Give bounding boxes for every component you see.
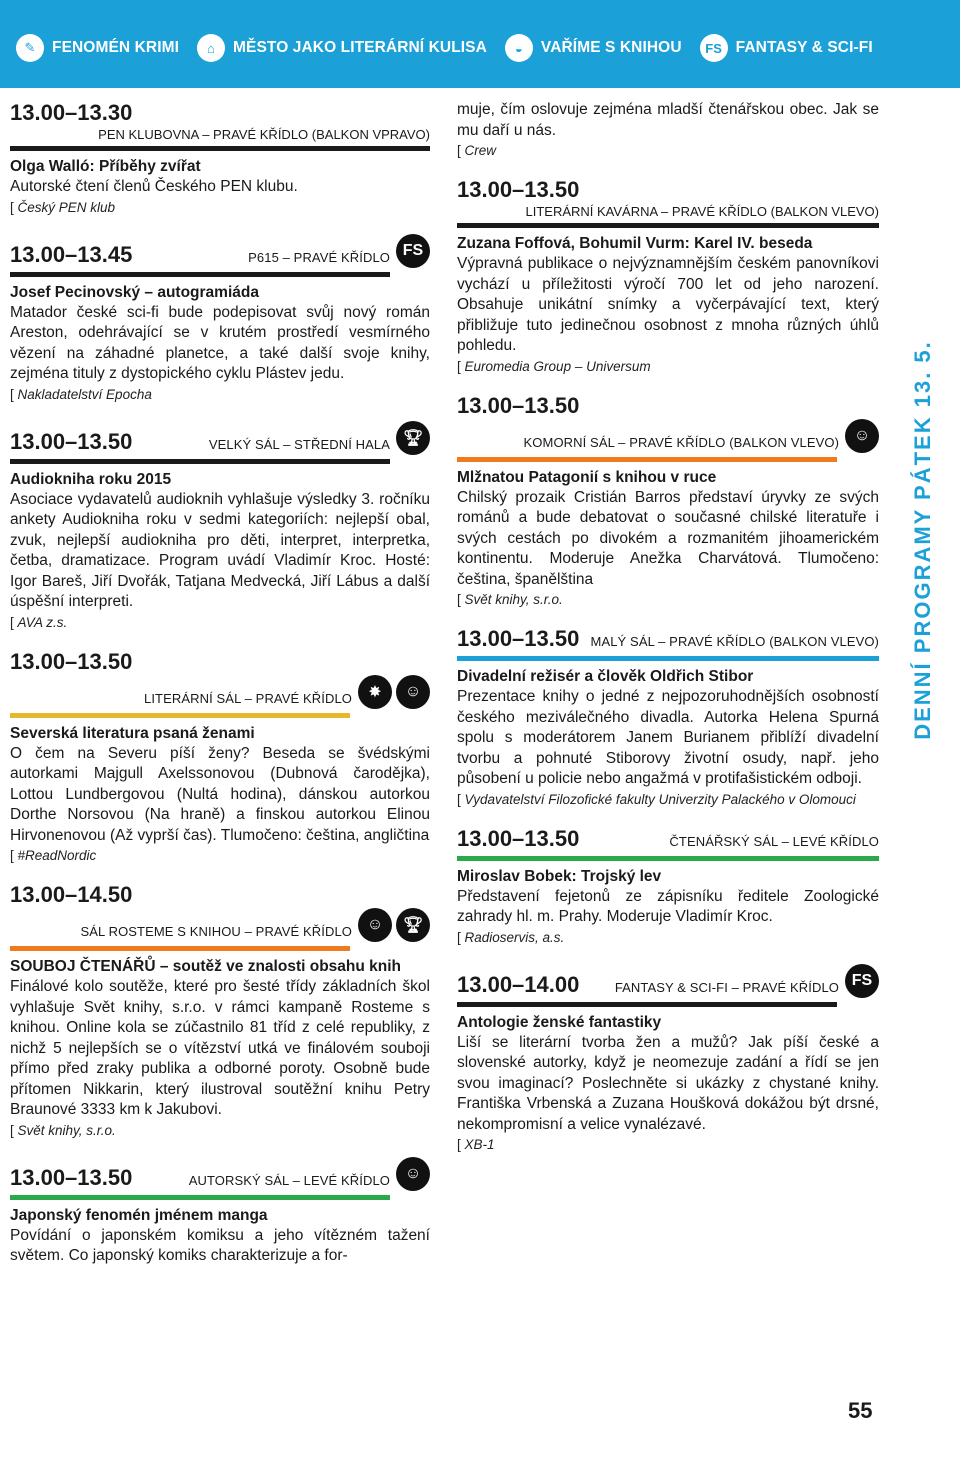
event-title: Japonský fenomén jménem manga	[10, 1206, 268, 1224]
event-time: 13.00–14.50	[10, 882, 133, 907]
nav-label: FENOMÉN KRIMI	[52, 39, 180, 56]
burst-icon: ✸	[358, 675, 392, 709]
event	[457, 964, 879, 1156]
event-description: Výpravná publikace o nejvýznamnějším českém panovníkovi vychází u příležitosti výročí 700 let od jeho narození. Obsahuje unikátní snímky a vyčerpávající text, který přibližuje tuto jedinečnou osobnost z mnoha různých úhlů pohledu.	[457, 255, 879, 354]
event-venue: SÁL ROSTEME S KNIHOU – PRAVÉ KŘÍDLO	[80, 924, 352, 939]
event-description: Autorské čtení členů Českého PEN klubu.	[10, 178, 298, 195]
event-title: Audiokniha roku 2015	[10, 470, 172, 488]
event-publisher: [ Svět knihy, s.r.o.	[10, 1122, 116, 1138]
event-description: Matador české sci-fi bude podepisovat svůj nový román Areston, odehrávající se v krutém prostředí vesmírného vězení na záhadné planetce, a také další svoje knihy, zejména tituly z dystopického cyklu Plástev jedu.	[10, 303, 430, 382]
city-icon: ⌂	[197, 34, 225, 62]
event-title: Severská literatura psaná ženami	[10, 724, 255, 742]
event	[457, 626, 879, 810]
nav-label: FANTASY & SCI-FI	[735, 39, 873, 56]
event-venue: LITERÁRNÍ KAVÁRNA – PRAVÉ KŘÍDLO (BALKON VLEVO)	[525, 204, 879, 219]
event-description: Liší se literární tvorba žen a mužů? Jak píší české a slovenské autorky, když je neomezuje zadání a řídí se jen svou imaginací? Poslechněte si ukázky z chystané knihy. Františka Vrbenská a Zuzana Houšková dokážou být drsné, nekompromisní a velice vynalézavé.	[457, 1033, 879, 1133]
smiley-icon: ☺	[358, 908, 392, 942]
event-venue: AUTORSKÝ SÁL – LEVÉ KŘÍDLO	[188, 1172, 390, 1188]
fantasy-icon: FS	[700, 34, 728, 62]
event-description: Prezentace knihy o jedné z nejpozoruhodnějších osobností českého meziválečného divadla. Autorka Helena Spurná spolu s moderátorem Janem Burianem přiblíží divadelní tvorbu a pohnuté Stiborovy životní osudy, např. jeho působení u policie nebo angažmá v protifašistickém odboji.	[457, 688, 879, 787]
fantasy-icon: FS	[396, 234, 430, 268]
nav-item-city[interactable]	[197, 34, 487, 62]
event	[10, 649, 430, 867]
event-description: Chilský prozaik Cristián Barros představí úryvky ze svých románů a bude debatovat o současné chilské literatuře i svých cestách po divokém a rozmanitém jihoamerickém kontinentu. Moderuje Anežka Charvátová. Tlumočeno: čeština, španělština	[457, 488, 879, 588]
nav-label: VAŘÍME S KNIHOU	[540, 39, 682, 56]
event	[10, 882, 430, 1141]
category-nav	[16, 26, 944, 70]
right-column	[457, 100, 879, 1171]
event-title: Miroslav Bobek: Trojský lev	[457, 867, 662, 885]
event-description: muje, čím oslovuje zejména mladší čtenářskou obec. Jak se mu daří u nás.	[457, 101, 879, 139]
event-time: 13.00–14.00	[457, 971, 580, 997]
event-venue: MALÝ SÁL – PRAVÉ KŘÍDLO (BALKON VLEVO)	[590, 634, 879, 649]
event-continuation	[457, 100, 879, 161]
top-navigation-bar	[0, 0, 960, 88]
event-description: O čem na Severu píší ženy? Beseda se švédskými autorkami Majgull Axelssonovou (Dubnová čarodějka), Lottou Lundbergovou (Nultá hodina), dánskou autorkou Dorthe Norsovou (Na hraně) a finskou autorkou Elinou Hirvonenovou (Až vyprší čas). Tlumočeno: čeština, angličtina	[10, 744, 430, 844]
event	[457, 177, 879, 377]
category-bar	[10, 1195, 390, 1200]
event-publisher: [ Vydavatelství Filozofické fakulty Univerzity Palackého v Olomouci	[457, 791, 856, 807]
event-title: Olga Walló: Příběhy zvířat	[10, 158, 201, 175]
category-bar	[457, 223, 879, 228]
event-publisher: [ Euromedia Group – Universum	[457, 358, 651, 374]
event-title: Divadelní režisér a člověk Oldřich Stibor	[457, 668, 754, 685]
event-venue: LITERÁRNÍ SÁL – PRAVÉ KŘÍDLO	[144, 690, 352, 706]
event-venue: PEN KLUBOVNA – PRAVÉ KŘÍDLO (BALKON VPRAVO)	[98, 127, 430, 142]
left-column	[10, 100, 430, 1283]
speaker-icon: ☺	[396, 675, 430, 709]
event-description: Povídání o japonském komiksu a jeho vítězném tažení světem. Co japonský komiks charakterizuje a for-	[10, 1226, 430, 1264]
nav-item-fantasy[interactable]	[700, 34, 873, 62]
krimi-icon: ✎	[16, 34, 44, 62]
side-label	[903, 300, 943, 780]
event-title: Antologie ženské fantastiky	[457, 1013, 662, 1031]
event-time: 13.00–13.50	[457, 626, 580, 651]
category-bar	[457, 656, 879, 661]
event-description: Finálové kolo soutěže, které pro šesté třídy základních škol vyhlašuje Svět knihy, s.r.o. v rámci kampaně Rosteme s knihou. Online kola se zúčastnilo 81 tříd z celé republiky, z nichž 5 nejlepších se o vítězství utká ve finálovém souboji přímo před zraky publika a odborné poroty. Osobně bude přítomen Nikkarin, který ilustroval soutěžní knihu Petry Braunové 3333 km k Jakubovi.	[10, 978, 430, 1118]
category-bar	[10, 146, 430, 151]
event	[10, 1157, 430, 1267]
category-bar	[457, 1002, 837, 1007]
trophy-icon: 🏆︎	[396, 908, 430, 942]
category-bar	[457, 457, 837, 462]
event-title: SOUBOJ ČTENÁŘŮ – soutěž ve znalosti obsahu knih	[10, 958, 402, 975]
category-bar	[10, 272, 390, 277]
fantasy-icon: FS	[845, 964, 879, 998]
event-description: Asociace vydavatelů audioknih vyhlašuje výsledky 3. ročníku ankety Audiokniha roku v sedmi kategoriích: nejlepší obal, zvuk, nejlepší audiokniha pro děti, interpret, interpretka, četba, dramatizace. Program uvádí Vladimír Kroc. Hosté: Igor Bareš, Jiří Dvořák, Tatjana Medvecká, Jiří Lábus a další úspěšní interpreti.	[10, 490, 430, 610]
trophy-icon: 🏆︎	[396, 421, 430, 455]
event-time: 13.00–13.50	[457, 177, 580, 202]
event-time: 13.00–13.50	[457, 392, 580, 418]
event-publisher: [ Radioservis, a.s.	[457, 929, 565, 945]
page-number: 55	[848, 1398, 873, 1423]
event	[10, 421, 430, 633]
event-venue: VELKÝ SÁL – STŘEDNÍ HALA	[208, 436, 390, 452]
event-publisher: [ XB-1	[457, 1137, 495, 1152]
event-time: 13.00–13.50	[10, 1164, 133, 1190]
event-publisher: [ Nakladatelství Epocha	[10, 386, 152, 402]
event-title: Josef Pecinovský – autogramiáda	[10, 283, 259, 301]
category-bar	[10, 946, 350, 951]
event-venue: FANTASY & SCI-FI – PRAVÉ KŘÍDLO	[614, 979, 839, 995]
event-time: 13.00–13.50	[10, 648, 133, 674]
event-publisher: [ Crew	[457, 143, 497, 158]
event-publisher: [ AVA z.s.	[10, 614, 68, 630]
event	[10, 234, 430, 405]
event-venue: ČTENÁŘSKÝ SÁL – LEVÉ KŘÍDLO	[669, 833, 879, 849]
speaker-icon: ☺	[845, 419, 879, 453]
event-description: Představení fejetonů ze zápisníku ředitele Zoologické zahrady hl. m. Prahy. Moderuje Vladimír Kroc.	[457, 887, 879, 925]
event-title: Zuzana Foffová, Bohumil Vurm: Karel IV. beseda	[457, 235, 813, 252]
category-bar	[457, 856, 879, 861]
event-publisher: [ Český PEN klub	[10, 199, 116, 215]
cooking-icon: ◒	[505, 34, 533, 62]
daily-program-label: DENNÍ PROGRAMY PÁTEK 13. 5.	[910, 340, 935, 740]
category-bar	[10, 713, 350, 718]
event-time: 13.00–13.45	[10, 241, 133, 267]
event	[457, 393, 879, 611]
event-venue: P615 – PRAVÉ KŘÍDLO	[248, 249, 390, 265]
nav-item-cooking[interactable]	[505, 34, 682, 62]
event-venue: KOMORNÍ SÁL – PRAVÉ KŘÍDLO (BALKON VLEVO)	[523, 434, 839, 450]
event-time: 13.00–13.50	[10, 428, 133, 454]
nav-label: MĚSTO JAKO LITERÁRNÍ KULISA	[233, 39, 487, 56]
event	[457, 826, 879, 948]
event-time: 13.00–13.50	[457, 825, 580, 851]
category-bar	[10, 459, 390, 464]
nav-item-krimi[interactable]	[16, 34, 179, 62]
event	[10, 100, 430, 218]
event-publisher: [ #ReadNordic	[10, 848, 97, 863]
smiley-icon: ☺	[396, 1157, 430, 1191]
event-title: Mlžnatou Patagonií s knihou v ruce	[457, 468, 717, 486]
event-time: 13.00–13.30	[10, 100, 133, 125]
event-publisher: [ Svět knihy, s.r.o.	[457, 592, 563, 607]
